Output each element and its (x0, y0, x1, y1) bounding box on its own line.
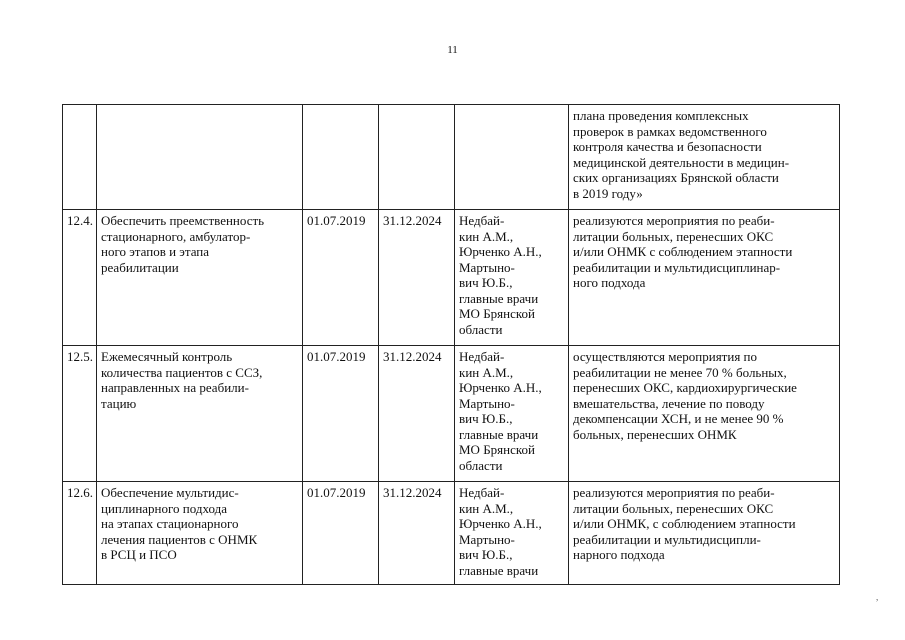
cell-task-line: тацию (101, 395, 137, 411)
cell-number: 12.4. (63, 210, 97, 346)
cell-task-line: количества пациентов с ССЗ, (101, 364, 263, 380)
cell-task-line: Обеспечение мультидис- (101, 485, 239, 500)
activity-plan-table (62, 104, 840, 585)
cell-result (569, 346, 840, 482)
cell-result-line: реализуются мероприятия по реаби- (573, 213, 775, 228)
cell-responsible-line: Юрченко А.Н., (459, 380, 542, 395)
cell-number: 12.5. (63, 346, 97, 482)
cell-responsible (455, 346, 569, 482)
cell-end-date: 31.12.2024 (379, 210, 455, 346)
cell-number: 12.6. (63, 482, 97, 585)
cell-responsible-line: Юрченко А.Н., (459, 516, 542, 531)
cell-responsible (455, 105, 569, 210)
cell-result-line: ских организациях Брянской области (573, 170, 779, 185)
cell-task-line: циплинарного подхода (101, 500, 227, 516)
cell-result-line: контроля качества и безопасности (573, 139, 762, 154)
cell-result-line: нарного подхода (573, 547, 665, 562)
cell-responsible-line: Недбай- (459, 485, 505, 500)
table-row (63, 482, 840, 585)
cell-result-line: плана проведения комплексных (573, 108, 749, 123)
cell-result (569, 482, 840, 585)
cell-responsible-line: вич Ю.Б., (459, 411, 513, 426)
cell-result-line: ного подхода (573, 275, 646, 290)
cell-responsible-line: Мартыно- (459, 395, 515, 411)
cell-result-line: литации больных, перенесших ОКС (573, 500, 774, 516)
cell-responsible-line: Недбай- (459, 349, 505, 364)
cell-result-line: медицинской деятельности в медицин- (573, 154, 790, 170)
cell-result (569, 105, 840, 210)
table-row (63, 346, 840, 482)
cell-start-date: 01.07.2019 (303, 210, 379, 346)
page-number: 11 (447, 44, 458, 56)
cell-responsible (455, 482, 569, 585)
cell-task-line: стационарного, амбулатор- (101, 228, 251, 244)
cell-start-date: 01.07.2019 (303, 346, 379, 482)
cell-task-line: Обеспечить преемственность (101, 213, 265, 228)
cell-responsible-line: Недбай- (459, 213, 505, 228)
cell-result-line: вмешательства, лечение по поводу (573, 395, 765, 411)
cell-task-line: направленных на реабили- (101, 380, 249, 395)
cell-responsible-line: вич Ю.Б., (459, 547, 513, 562)
cell-responsible-line: области (459, 457, 503, 473)
table-row (63, 210, 840, 346)
cell-number (63, 105, 97, 210)
cell-task-line: Ежемесячный контроль (101, 349, 233, 364)
cell-responsible-line: кин А.М., (459, 500, 514, 516)
cell-responsible-line: главные врачи (459, 290, 539, 306)
cell-task-line: реабилитации (101, 259, 179, 275)
cell-responsible-line: кин А.М., (459, 364, 514, 380)
cell-responsible-line: области (459, 321, 503, 337)
cell-result-line: в 2019 году» (573, 185, 643, 201)
table-row (63, 105, 840, 210)
cell-result-line: больных, перенесших ОНМК (573, 426, 737, 442)
cell-task (97, 482, 303, 585)
cell-start-date (303, 105, 379, 210)
cell-result-line: реабилитации и мультидисципли- (573, 531, 761, 547)
cell-task-line: лечения пациентов с ОНМК (101, 531, 258, 547)
cell-result-line: и/или ОНМК с соблюдением этапности (573, 244, 793, 259)
cell-responsible-line: МО Брянской (459, 442, 535, 457)
cell-responsible-line: кин А.М., (459, 228, 514, 244)
table-body (63, 105, 840, 585)
cell-result-line: перенесших ОКС, кардиохирургические (573, 380, 797, 395)
cell-responsible-line: Юрченко А.Н., (459, 244, 542, 259)
cell-responsible-line: Мартыно- (459, 531, 515, 547)
cell-end-date: 31.12.2024 (379, 482, 455, 585)
cell-result-line: проверок в рамках ведомственного (573, 123, 767, 139)
cell-end-date: 31.12.2024 (379, 346, 455, 482)
cell-responsible (455, 210, 569, 346)
cell-result-line: реабилитации и мультидисциплинар- (573, 259, 781, 275)
cell-start-date: 01.07.2019 (303, 482, 379, 585)
cell-result-line: реабилитации не менее 70 % больных, (573, 364, 787, 380)
cell-result-line: и/или ОНМК, с соблюдением этапности (573, 516, 796, 531)
cell-task-line: на этапах стационарного (101, 516, 239, 531)
cell-result (569, 210, 840, 346)
cell-responsible-line: МО Брянской (459, 306, 535, 321)
scan-mark: , (876, 592, 879, 602)
cell-result-line: осуществляются мероприятия по (573, 349, 758, 364)
cell-task (97, 105, 303, 210)
cell-task (97, 346, 303, 482)
cell-task (97, 210, 303, 346)
cell-task-line: ного этапов и этапа (101, 244, 210, 259)
cell-responsible-line: вич Ю.Б., (459, 275, 513, 290)
cell-responsible-line: главные врачи (459, 426, 539, 442)
cell-result-line: декомпенсации ХСН, и не менее 90 % (573, 411, 784, 426)
cell-end-date (379, 105, 455, 210)
cell-responsible-line: Мартыно- (459, 259, 515, 275)
cell-result-line: литации больных, перенесших ОКС (573, 228, 774, 244)
cell-task-line: в РСЦ и ПСО (101, 547, 177, 562)
cell-responsible-line: главные врачи (459, 562, 539, 578)
cell-result-line: реализуются мероприятия по реаби- (573, 485, 775, 500)
